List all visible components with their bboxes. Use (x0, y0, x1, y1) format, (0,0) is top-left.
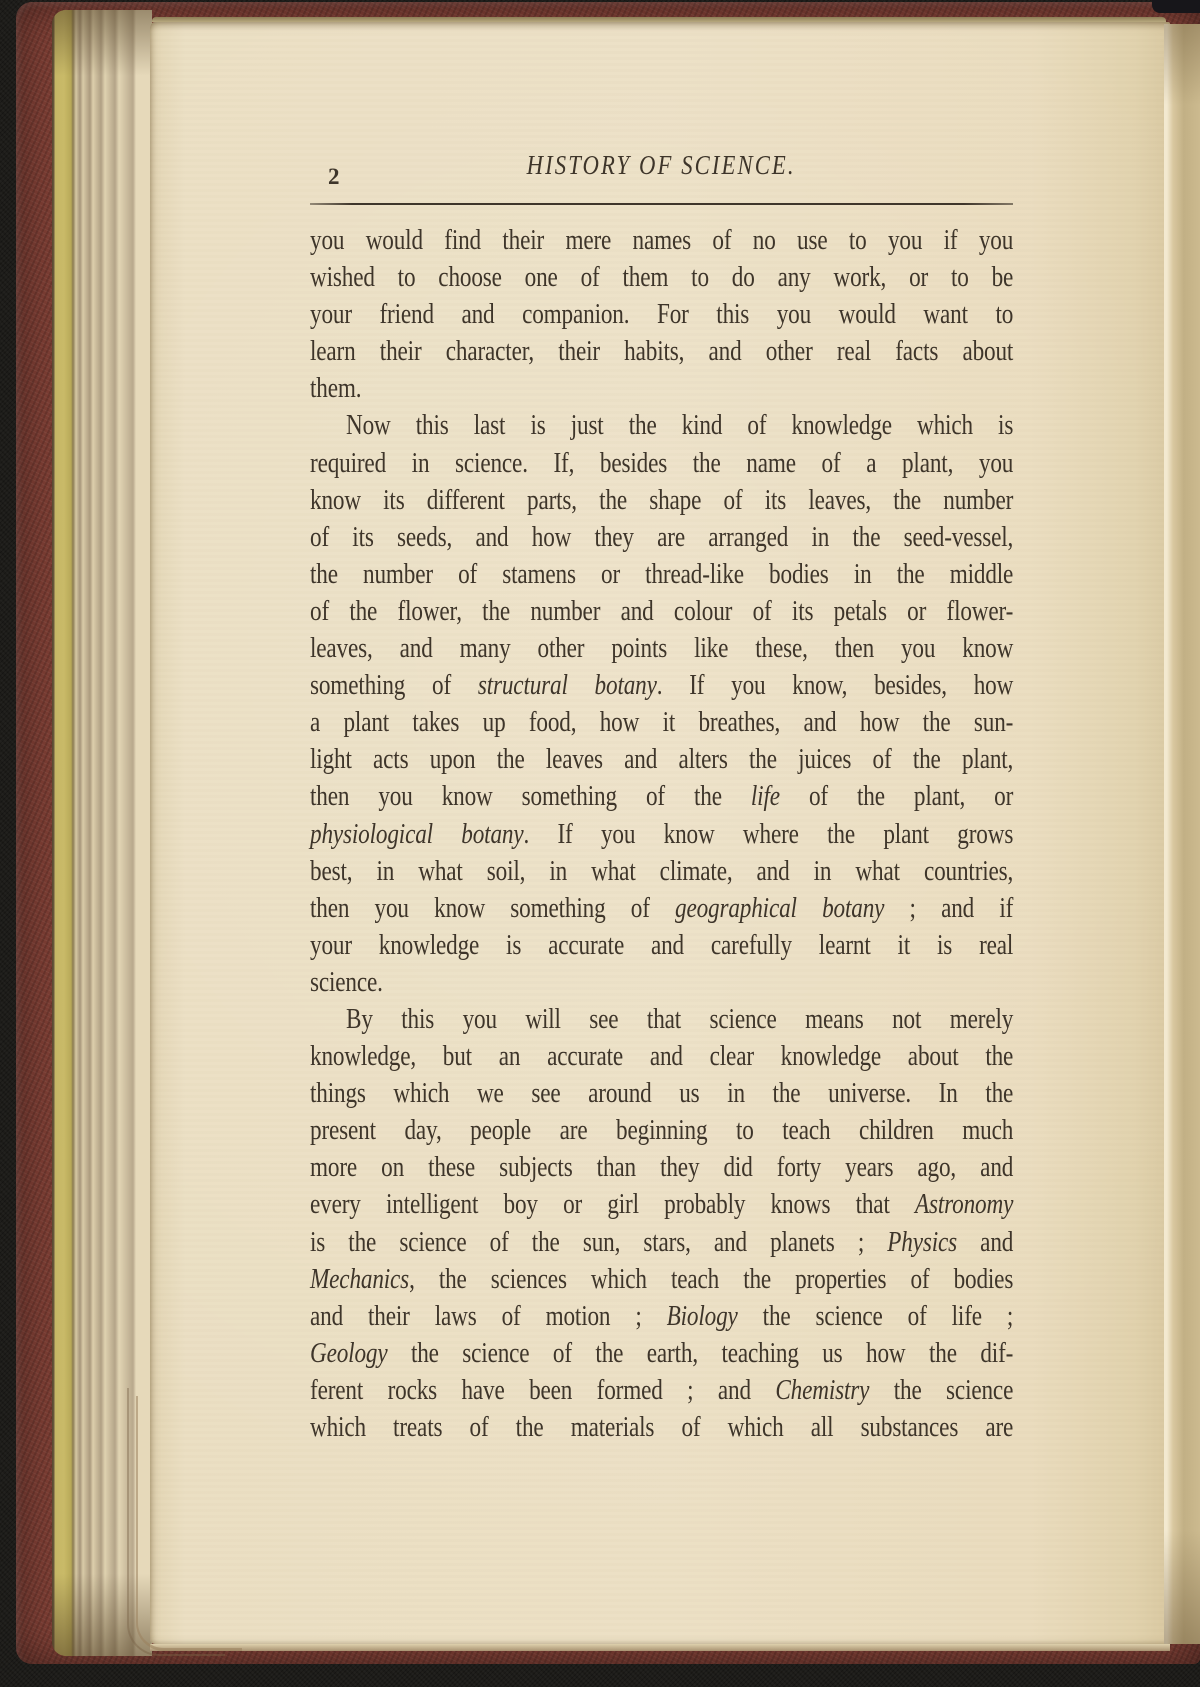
text-line (310, 1261, 1013, 1298)
italic-text-run: life (750, 780, 780, 813)
italic-text-run: geographical botany (675, 891, 885, 924)
text-line (310, 741, 1013, 778)
text-run: which treats of the materials of which all substances are (310, 1411, 1014, 1443)
book-gutter-shadow (1164, 24, 1200, 1644)
italic-text-run: Biology (666, 1299, 738, 1332)
text-line (310, 778, 1013, 815)
text-line (310, 816, 1013, 853)
text-line (310, 593, 1013, 630)
text-line (310, 1149, 1013, 1186)
text-run: present day, people are beginning to teach children much (310, 1114, 1014, 1147)
text-line (310, 1038, 1013, 1075)
text-line (310, 222, 1013, 259)
page-stack-corner-line (127, 1388, 225, 1656)
text-run: best, in what soil, in what climate, and in what countries, (310, 854, 1014, 887)
text-line (310, 853, 1013, 890)
text-run: the number of stamens or thread-like bodies in the middle (310, 557, 1014, 590)
running-title-wrap (310, 150, 1013, 181)
text-line (310, 1335, 1013, 1372)
italic-text-run: structural botany (477, 669, 657, 702)
text-run: every intelligent boy or girl probably knows that (310, 1188, 915, 1221)
text-run: ferent rocks have been formed ; and (310, 1373, 776, 1406)
text-line (310, 407, 1013, 444)
text-line (310, 1409, 1013, 1446)
page-number: 2 (328, 164, 341, 189)
text-run: of its seeds, and how they are arranged in the seed-vessel, (310, 520, 1014, 553)
text-line (310, 1075, 1013, 1112)
text-line (310, 519, 1013, 556)
text-run: you would find their mere names of no use to you if you (310, 224, 1014, 256)
page-header (310, 150, 1013, 198)
text-run: light acts upon the leaves and alters the juices of the plant, (310, 743, 1014, 776)
text-run: of the flower, the number and colour of its petals or flower- (310, 594, 1014, 627)
text-run: the science (869, 1373, 1014, 1406)
text-run: , the sciences which teach the properties of bodies (409, 1262, 1014, 1295)
text-line (310, 1298, 1013, 1335)
header-rule (310, 203, 1013, 205)
text-run: wished to choose one of them to do any work, or to be (310, 261, 1014, 294)
text-run: Now this last is just the kind of knowledge which is (346, 409, 1014, 442)
background-notch (1152, 0, 1200, 13)
text-run: required in science. If, besides the name of a plant, you (310, 446, 1014, 479)
text-run: more on these subjects than they did forty years ago, and (310, 1151, 1014, 1184)
text-line (310, 333, 1013, 370)
text-line (310, 445, 1013, 482)
text-line (310, 890, 1013, 927)
text-line (310, 259, 1013, 296)
text-line (310, 630, 1013, 667)
text-line (310, 370, 1013, 407)
text-run: something of (310, 669, 478, 702)
text-run: knowledge, but an accurate and clear knowledge about the (310, 1040, 1014, 1073)
text-run: them. (310, 372, 362, 405)
text-run: and (957, 1225, 1014, 1258)
book-page (150, 22, 1170, 1644)
italic-text-run: Physics (887, 1225, 958, 1258)
italic-text-run: Mechanics (310, 1262, 410, 1295)
text-run: the science of the earth, teaching us how the dif- (387, 1336, 1014, 1369)
text-line (310, 964, 1013, 1001)
text-run: know its different parts, the shape of its leaves, the number (310, 483, 1014, 516)
page-text (310, 222, 1013, 1446)
text-line (310, 1224, 1013, 1261)
italic-text-run: Astronomy (914, 1188, 1014, 1221)
text-run: of the plant, or (779, 780, 1014, 813)
text-run: ; and if (884, 891, 1014, 924)
text-run: things which we see around us in the universe. In the (310, 1077, 1014, 1110)
text-run: By this you will see that science means not merely (346, 1002, 1014, 1035)
text-line (310, 1372, 1013, 1409)
text-run: is the science of the sun, stars, and planets ; (310, 1225, 888, 1258)
text-run: a plant takes up food, how it breathes, and how the sun- (310, 706, 1014, 739)
text-run: your knowledge is accurate and carefully learnt it is real (310, 928, 1014, 961)
italic-text-run: Chemistry (775, 1373, 870, 1406)
text-run: leaves, and many other points like these, then you know (310, 632, 1014, 665)
text-line (310, 704, 1013, 741)
text-line (310, 556, 1013, 593)
text-line (310, 1186, 1013, 1223)
text-run: science. (310, 965, 383, 998)
text-run: learn their character, their habits, and other real facts about (310, 335, 1014, 368)
text-line (310, 296, 1013, 333)
text-run: and their laws of motion ; (310, 1299, 667, 1332)
text-run: . If you know, besides, how (656, 669, 1014, 702)
running-title: HISTORY OF SCIENCE. (526, 150, 797, 180)
text-line (310, 667, 1013, 704)
text-run: then you know something of the (310, 780, 751, 813)
text-line (310, 482, 1013, 519)
text-line (310, 1001, 1013, 1038)
text-line (310, 927, 1013, 964)
text-run: then you know something of (310, 891, 676, 924)
page-bottom-edge (150, 1644, 1170, 1651)
italic-text-run: physiological botany (310, 817, 524, 850)
text-line (310, 1112, 1013, 1149)
text-run: . If you know where the plant grows (523, 817, 1014, 850)
text-run: the science of life ; (737, 1299, 1014, 1332)
italic-text-run: Geology (310, 1336, 388, 1369)
text-run: your friend and companion. For this you would want to (310, 298, 1014, 331)
